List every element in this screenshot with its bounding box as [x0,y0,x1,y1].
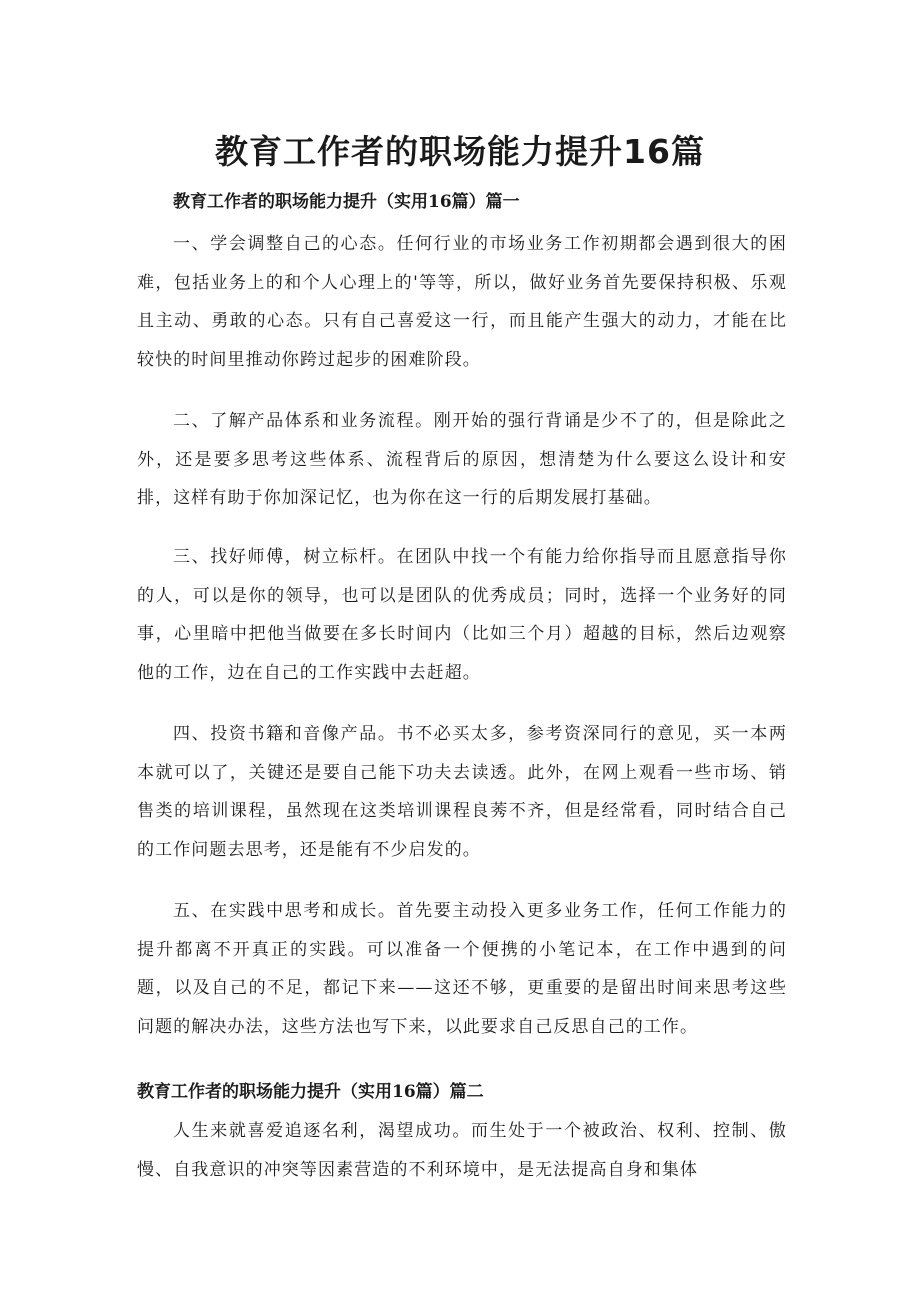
section-heading-2: 教育工作者的职场能力提升（实用16篇）篇二 [137,1082,484,1102]
paragraph-4: 四、投资书籍和音像产品。书不必买太多，参考资深同行的意见，买一本两本就可以了，关键还是要自己能下功夫去读透。此外，在网上观看一些市场、销售类的培训课程，虽然现在这类培训课程良莠不齐，但是经常看，同时结合自己的工作问题去思考，还是能有不少启发的。 [137,724,787,860]
section-heading-1: 教育工作者的职场能力提升（实用16篇）篇一 [173,192,520,212]
document-title: 教育工作者的职场能力提升16篇 [215,132,705,171]
paragraph-1: 一、学会调整自己的心态。任何行业的市场业务工作初期都会遇到很大的困难，包括业务上的和个人心理上的'等等，所以，做好业务首先要保持积极、乐观且主动、勇敢的心态。只有自己喜爱这一行，而且能产生强大的动力，才能在比较快的时间里推动你跨过起步的困难阶段。 [137,234,787,370]
paragraph-3: 三、找好师傅，树立标杆。在团队中找一个有能力给你指导而且愿意指导你的人，可以是你的领导，也可以是团队的优秀成员；同时，选择一个业务好的同事，心里暗中把他当做要在多长时间内（比如三个月）超越的目标，然后边观察他的工作，边在自己的工作实践中去赶超。 [137,547,787,683]
paragraph-2: 二、了解产品体系和业务流程。刚开始的强行背诵是少不了的，但是除此之外，还是要多思考这些体系、流程背后的原因，想清楚为什么要这么设计和安排，这样有助于你加深记忆，也为你在这一行的后期发展打基础。 [137,411,787,508]
paragraph-5: 五、在实践中思考和成长。首先要主动投入更多业务工作，任何工作能力的提升都离不开真正的实践。可以准备一个便携的小笔记本，在工作中遇到的问题，以及自己的不足，都记下来——这还不够，更重要的是留出时间来思考这些问题的解决办法，这些方法也写下来，以此要求自己反思自己的工作。 [137,901,787,1037]
paragraph-6: 人生来就喜爱追逐名利，渴望成功。而生处于一个被政治、权利、控制、傲慢、自我意识的冲突等因素营造的不利环境中，是无法提高自身和集体 [137,1121,787,1180]
